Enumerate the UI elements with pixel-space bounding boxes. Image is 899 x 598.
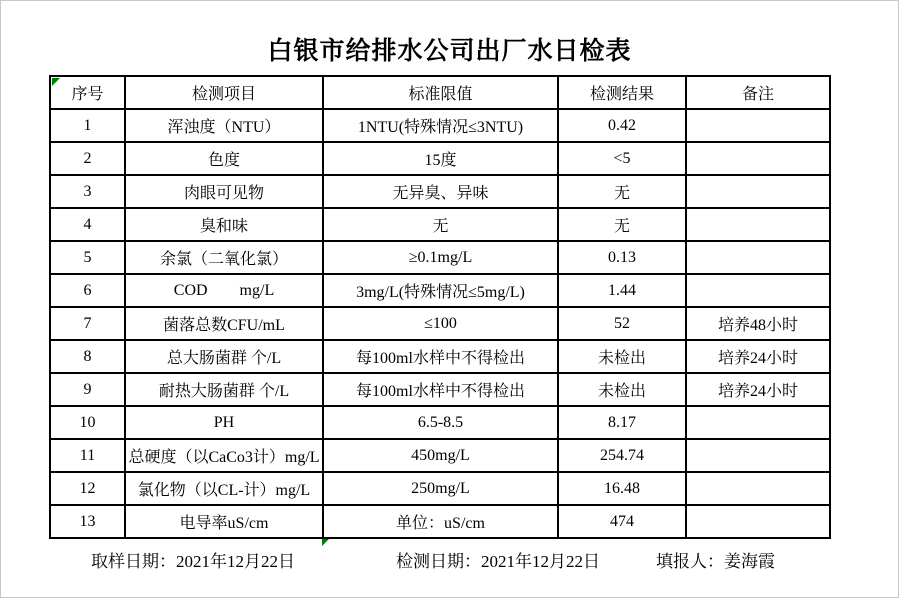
table-cell: 培养24小时: [686, 340, 830, 373]
table-cell: 臭和味: [125, 208, 323, 241]
table-header-cell: 标准限值: [323, 76, 558, 109]
table-cell: [686, 175, 830, 208]
table-cell: [686, 406, 830, 439]
table-row: [50, 406, 830, 439]
excel-corner-marker-icon: [52, 78, 60, 86]
table-cell: [686, 109, 830, 142]
table-cell: 3: [50, 175, 125, 208]
table-row: [50, 505, 830, 538]
table-cell: 总大肠菌群 个/L: [125, 340, 323, 373]
table-cell: 培养48小时: [686, 307, 830, 340]
table-cell: 耐热大肠菌群 个/L: [125, 373, 323, 406]
table-cell: 450mg/L: [323, 439, 558, 472]
table-cell: 氯化物（以CL-计）mg/L: [125, 472, 323, 505]
table-cell: 色度: [125, 142, 323, 175]
table-cell: 4: [50, 208, 125, 241]
table-cell: 无: [558, 208, 686, 241]
table-cell: [686, 505, 830, 538]
table-cell: 每100ml水样中不得检出: [323, 340, 558, 373]
table-cell: 每100ml水样中不得检出: [323, 373, 558, 406]
table-cell: 8.17: [558, 406, 686, 439]
table-cell: [686, 142, 830, 175]
sampling-date-label: 取样日期：: [91, 552, 176, 571]
testing-date-line: [396, 547, 600, 572]
table-header-cell: 检测结果: [558, 76, 686, 109]
table-row: [50, 307, 830, 340]
table-cell: 8: [50, 340, 125, 373]
reporter-line: [656, 547, 775, 572]
table-header-cell: 序号: [50, 76, 125, 109]
table-cell: ≥0.1mg/L: [323, 241, 558, 274]
table-cell: 7: [50, 307, 125, 340]
inspection-table: [49, 75, 831, 539]
table-cell: 52: [558, 307, 686, 340]
testing-date-value: 2021年12月22日: [481, 552, 600, 571]
table-cell: 无: [323, 208, 558, 241]
table-cell: 未检出: [558, 373, 686, 406]
table-cell: 浑浊度（NTU）: [125, 109, 323, 142]
table-cell: 254.74: [558, 439, 686, 472]
table-body: [50, 109, 830, 538]
table-cell: 6.5-8.5: [323, 406, 558, 439]
table-cell: 16.48: [558, 472, 686, 505]
table-cell: 培养24小时: [686, 373, 830, 406]
table-cell: 肉眼可见物: [125, 175, 323, 208]
table-row: [50, 472, 830, 505]
table-cell: 2: [50, 142, 125, 175]
table-cell: 无: [558, 175, 686, 208]
table-row: [50, 142, 830, 175]
table-cell: 15度: [323, 142, 558, 175]
table-row: [50, 175, 830, 208]
table-row: [50, 208, 830, 241]
table-cell: 250mg/L: [323, 472, 558, 505]
table-cell: 总硬度（以CaCo3计）mg/L: [125, 439, 323, 472]
table-header-cell: 检测项目: [125, 76, 323, 109]
reporter-label: 填报人：: [656, 552, 724, 571]
table-cell: 474: [558, 505, 686, 538]
table-cell: 菌落总数CFU/mL: [125, 307, 323, 340]
table-cell: [686, 472, 830, 505]
table-cell: 未检出: [558, 340, 686, 373]
table-cell: 13: [50, 505, 125, 538]
table-cell: 0.42: [558, 109, 686, 142]
table-cell: 11: [50, 439, 125, 472]
table-cell: [686, 439, 830, 472]
table-header: [50, 76, 830, 109]
table-row: [50, 373, 830, 406]
table-cell: 12: [50, 472, 125, 505]
table-cell: 10: [50, 406, 125, 439]
table-row: [50, 274, 830, 307]
page-title: 白银市给排水公司出厂水日检表: [267, 38, 632, 65]
testing-date-label: 检测日期：: [396, 552, 481, 571]
table-cell: 1NTU(特殊情况≤3NTU): [323, 109, 558, 142]
reporter-name: 姜海霞: [724, 552, 775, 571]
excel-corner-marker-icon: [322, 539, 329, 546]
table-row: [50, 109, 830, 142]
table-cell: ≤100: [323, 307, 558, 340]
table-cell: 1: [50, 109, 125, 142]
table-header-row: [50, 76, 830, 109]
table-row: [50, 439, 830, 472]
table-cell: [686, 208, 830, 241]
table-row: [50, 241, 830, 274]
table-cell: 6: [50, 274, 125, 307]
table-row: [50, 340, 830, 373]
table-cell: COD mg/L: [125, 274, 323, 307]
table-cell: 3mg/L(特殊情况≤5mg/L): [323, 274, 558, 307]
table-header-cell: 备注: [686, 76, 830, 109]
sampling-date-line: [91, 547, 295, 572]
table-cell: <5: [558, 142, 686, 175]
table-cell: 余氯（二氧化氯）: [125, 241, 323, 274]
table-cell: 电导率uS/cm: [125, 505, 323, 538]
table-cell: 0.13: [558, 241, 686, 274]
table-cell: 5: [50, 241, 125, 274]
table-cell: PH: [125, 406, 323, 439]
table-cell: [686, 274, 830, 307]
table-cell: 无异臭、异味: [323, 175, 558, 208]
table-cell: 单位：uS/cm: [323, 505, 558, 538]
sampling-date-value: 2021年12月22日: [176, 552, 295, 571]
table-cell: 1.44: [558, 274, 686, 307]
table-cell: [686, 241, 830, 274]
table-cell: 9: [50, 373, 125, 406]
